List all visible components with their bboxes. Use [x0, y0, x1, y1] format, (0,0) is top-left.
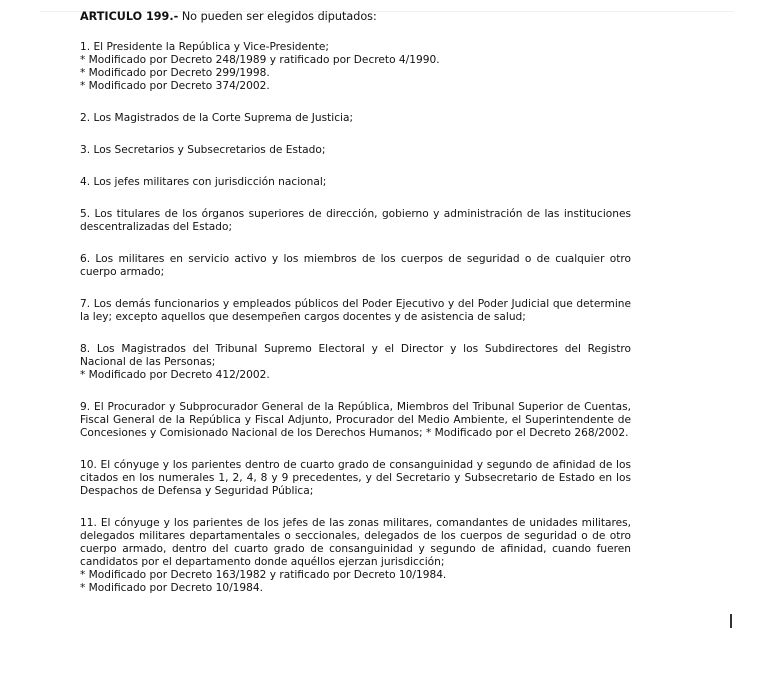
list-item — [80, 517, 631, 595]
item-text: 6. Los militares en servicio activo y los miembros de los cuerpos de seguridad o de cualquier otro cuerpo armado; — [80, 253, 631, 278]
item-note: * Modificado por Decreto 248/1989 y ratificado por Decreto 4/1990. — [80, 54, 440, 66]
item-text: 5. Los titulares de los órganos superiores de dirección, gobierno y administración de las instituciones descentralizadas del Estado; — [80, 208, 631, 233]
list-item — [80, 112, 631, 125]
item-text: 10. El cónyuge y los parientes dentro de cuarto grado de consanguinidad y segundo de afinidad de los citados en los numerales 1, 2, 4, 8 y 9 precedentes, y del Secretario y Subsecretario de Estado en los Despachos de Defensa y Seguridad Pública; — [80, 459, 631, 497]
item-text: 2. Los Magistrados de la Corte Suprema de Justicia; — [80, 112, 354, 124]
list-item — [80, 144, 631, 157]
item-text: 7. Los demás funcionarios y empleados públicos del Poder Ejecutivo y del Poder Judicial que determine la ley; excepto aquellos que desempeñen cargos docentes y de asistencia de salud; — [80, 298, 631, 323]
item-text: 9. El Procurador y Subprocurador General de la República, Miembros del Tribunal Superior de Cuentas, Fiscal General de la República y Fiscal Adjunto, Procurador del Medio Ambiente, el Superintendente de Concesiones y Comisionado Nacional de los Derechos Humanos; * Modificado por el Decreto 268/2002. — [80, 401, 631, 439]
item-text: 1. El Presidente la República y Vice-Presidente; — [80, 41, 329, 53]
item-text: 11. El cónyuge y los parientes de los jefes de las zonas militares, comandantes de unidades militares, delegados militares departamentales o seccionales, delegados de los cuerpos de seguridad o de otro cuerpo armado, dentro del cuarto grado de consanguinidad y segundo de afinidad, cuando fueren candidatos por el departamento donde aquéllos ejerzan jurisdicción; — [80, 517, 631, 568]
list-item — [80, 41, 631, 93]
article-text: No pueden ser elegidos diputados: — [181, 10, 377, 23]
item-note: * Modificado por Decreto 10/1984. — [80, 582, 263, 594]
item-text: 4. Los jefes militares con jurisdicción nacional; — [80, 176, 327, 188]
list-item — [80, 401, 631, 440]
item-note: * Modificado por Decreto 299/1998. — [80, 67, 270, 79]
list-item — [80, 176, 631, 189]
page-edge-mark — [730, 614, 732, 628]
list-item — [80, 298, 631, 324]
item-text: 3. Los Secretarios y Subsecretarios de Estado; — [80, 144, 326, 156]
item-text: 8. Los Magistrados del Tribunal Supremo Electoral y el Director y los Subdirectores del Registro Nacional de las Personas; — [80, 343, 631, 368]
item-note: * Modificado por Decreto 412/2002. — [80, 369, 270, 381]
list-item — [80, 253, 631, 279]
article-heading — [80, 10, 631, 23]
list-item — [80, 208, 631, 234]
article-label: ARTICULO 199.- — [80, 10, 179, 23]
list-item — [80, 343, 631, 382]
document-body — [80, 10, 631, 608]
item-note: * Modificado por Decreto 374/2002. — [80, 80, 270, 92]
item-note: * Modificado por Decreto 163/1982 y ratificado por Decreto 10/1984. — [80, 569, 447, 581]
list-item — [80, 459, 631, 498]
